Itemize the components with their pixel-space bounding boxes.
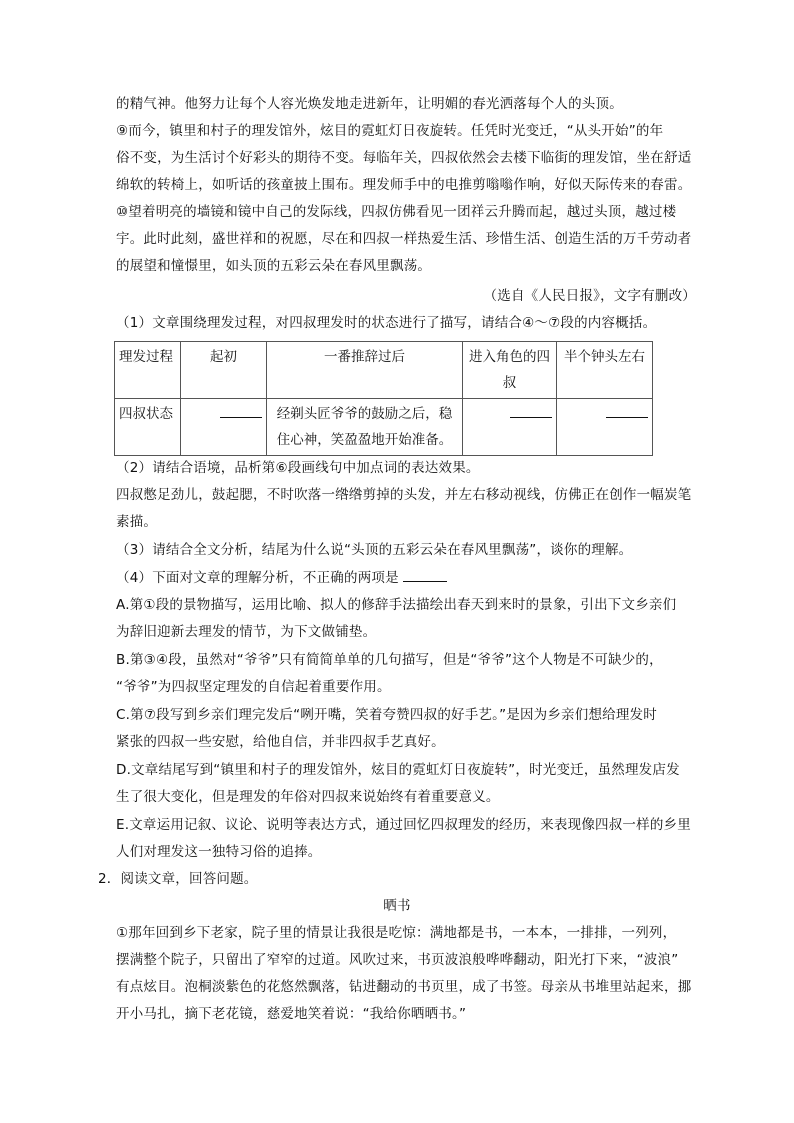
option-line: 为辞旧迎新去理发的情节，为下文做铺垫。 xyxy=(116,624,377,640)
table-header-cell: 一番推辞过后 xyxy=(267,342,463,399)
answer-blank-cell[interactable] xyxy=(463,399,557,456)
question-4-text: （4）下面对文章的理解分析，不正确的两项是 xyxy=(116,570,399,586)
option-line: 紧张的四叔一些安慰，给他自信，并非四叔手艺真好。 xyxy=(116,734,445,750)
article-line: 摆满整个院子，只留出了窄窄的过道。风吹过来，书页波浪般哗哗翻动，阳光打下来，“波浪” xyxy=(116,952,679,968)
answer-blank[interactable] xyxy=(220,401,262,418)
option-line: E.文章运用记叙、议论、说明等表达方式，通过回忆四叔理发的经历，来表现像四叔一样的乡里 xyxy=(116,817,691,833)
table-row-label: 四叔状态 xyxy=(115,399,181,456)
summary-table xyxy=(114,341,653,456)
option-line: D.文章结尾写到“镇里和村子的理发馆外，炫目的霓虹灯日夜旋转”，时光变迁，虽然理发店发 xyxy=(116,762,680,778)
table-header-cell: 起初 xyxy=(181,342,267,399)
option-line: B.第③④段，虽然对“爷爷”只有简简单单的几句描写，但是“爷爷”这个人物是不可缺少的， xyxy=(116,652,663,668)
passage-line: ⑩望着明亮的墙镜和镜中自己的发际线，四叔仿佛看见一团祥云升腾而起，越过头顶，越过楼 xyxy=(116,204,677,220)
article-title: 晒书 xyxy=(383,898,411,914)
passage-line: 宇。此时此刻，盛世祥和的祝愿，尽在和四叔一样热爱生活、珍惜生活、创造生活的万千劳动者 xyxy=(116,231,692,247)
table-header-cell: 理发过程 xyxy=(115,342,181,399)
table-header-cell: 半个钟头左右 xyxy=(557,342,653,399)
passage-line: 绵软的转椅上，如听话的孩童披上围布。理发师手中的电推剪嗡嗡作响，好似天际传来的春雷。 xyxy=(116,177,692,193)
answer-blank-cell[interactable] xyxy=(557,399,653,456)
question-3-prompt: （3）请结合全文分析，结尾为什么说“头顶的五彩云朵在春风里飘荡”，谈你的理解。 xyxy=(116,542,633,558)
option-line: C.第⑦段写到乡亲们理完发后“咧开嘴，笑着夸赞四叔的好手艺。”是因为乡亲们想给理发时 xyxy=(116,707,657,723)
answer-blank[interactable] xyxy=(606,401,648,418)
question-1-prompt: （1）文章围绕理发过程，对四叔理发时的状态进行了描写，请结合④～⑦段的内容概括。 xyxy=(116,315,657,331)
answer-blank-cell[interactable] xyxy=(181,399,267,456)
passage-line: ⑨而今，镇里和村子的理发馆外，炫目的霓虹灯日夜旋转。任凭时光变迁，“从头开始”的年 xyxy=(116,123,664,139)
option-line: A.第①段的景物描写，运用比喻、拟人的修辞手法描绘出春天到来时的景象，引出下文乡亲们 xyxy=(116,597,677,613)
table-row xyxy=(115,399,653,456)
source-citation: （选自《人民日报》，文字有删改） xyxy=(483,288,696,304)
answer-blank[interactable] xyxy=(403,567,447,582)
quoted-sentence: 素描。 xyxy=(116,514,158,530)
passage-line: 的展望和憧憬里，如头顶的五彩云朵在春风里飘荡。 xyxy=(116,258,432,274)
question-2-heading: 2．阅读文章，回答问题。 xyxy=(98,871,258,887)
article-line: ①那年回到乡下老家，院子里的情景让我很是吃惊：满地都是书，一本本，一排排，一列列， xyxy=(116,925,677,941)
option-line: 生了很大变化，但是理发的年俗对四叔来说始终有着重要意义。 xyxy=(116,789,500,805)
question-4-prompt xyxy=(116,567,696,588)
passage-line: 俗不变，为生活讨个好彩头的期待不变。每临年关，四叔依然会去楼下临街的理发馆，坐在舒适 xyxy=(116,150,692,166)
table-cell: 经剃头匠爷爷的鼓励之后，稳住心神，笑盈盈地开始准备。 xyxy=(267,399,463,456)
option-line: 人们对理发这一独特习俗的追捧。 xyxy=(116,844,322,860)
answer-blank[interactable] xyxy=(510,401,552,418)
option-line: “爷爷”为四叔坚定理发的自信起着重要作用。 xyxy=(116,679,391,695)
passage-line: 的精气神。他努力让每个人容光焕发地走进新年，让明媚的春光洒落每个人的头顶。 xyxy=(116,96,623,112)
question-2-prompt: （2）请结合语境，品析第⑥段画线句中加点词的表达效果。 xyxy=(116,460,480,476)
table-header-cell: 进入角色的四叔 xyxy=(463,342,557,399)
article-line: 开小马扎，摘下老花镜，慈爱地笑着说：“我给你晒晒书。” xyxy=(116,1006,467,1022)
article-line: 有点炫目。泡桐淡紫色的花悠然飘落，钻进翻动的书页里，成了书签。母亲从书堆里站起来，挪 xyxy=(116,979,692,995)
quoted-sentence: 四叔憋足劲儿，鼓起腮，不时吹落一绺绺剪掉的头发，并左右移动视线，仿佛正在创作一幅炭笔 xyxy=(116,487,692,503)
table-header-row xyxy=(115,342,653,399)
